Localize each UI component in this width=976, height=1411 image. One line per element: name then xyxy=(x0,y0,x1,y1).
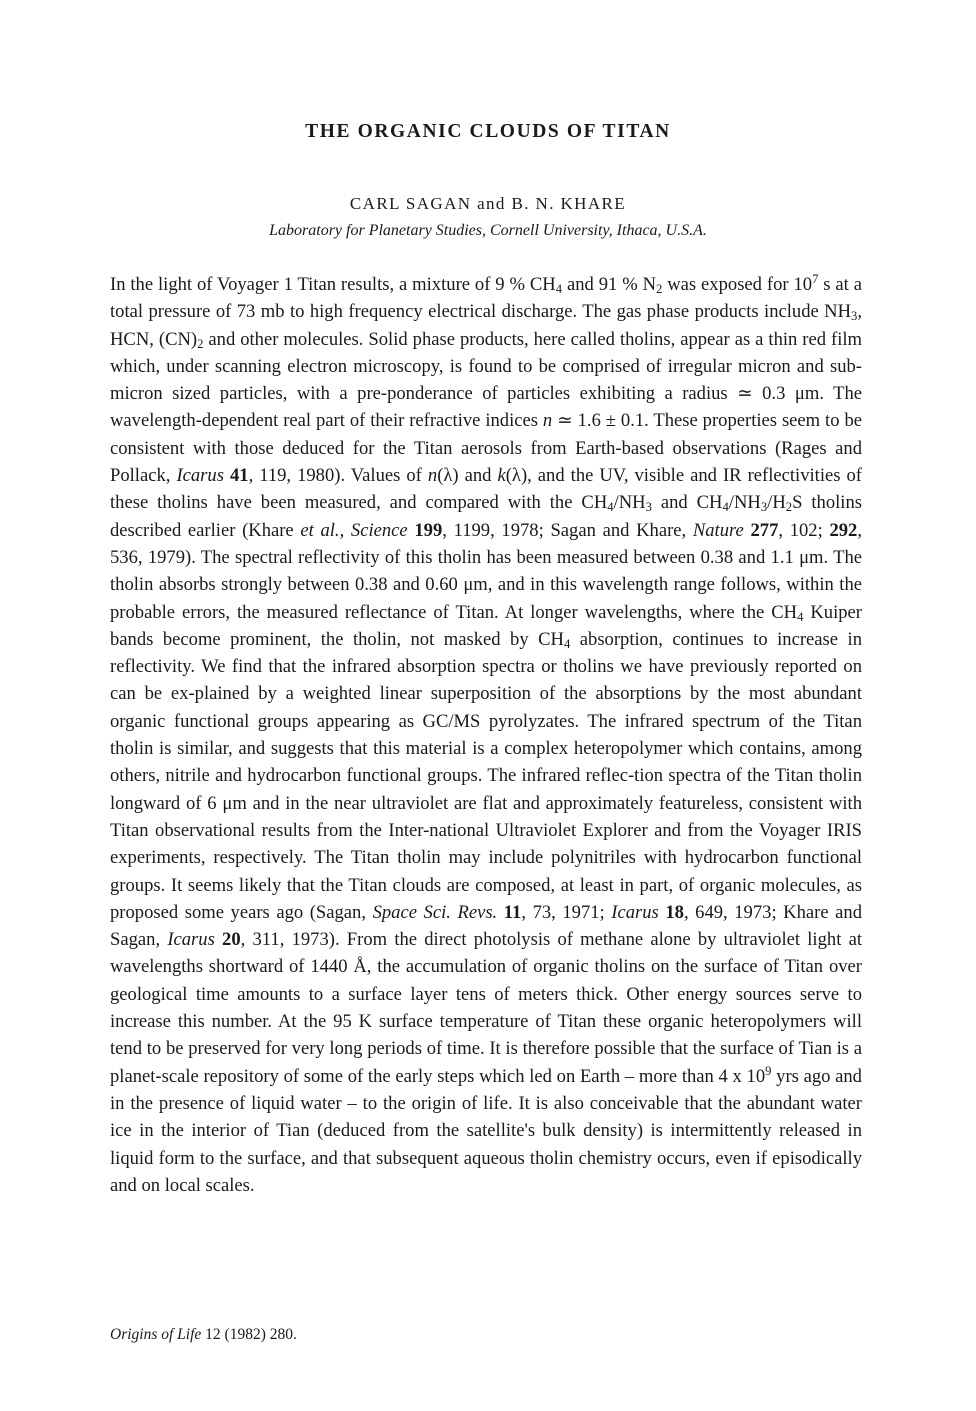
citation-volume: 12 xyxy=(205,1326,221,1343)
citation-footer xyxy=(110,1326,297,1344)
paper-title: THE ORGANIC CLOUDS OF TITAN xyxy=(305,121,671,142)
citation-journal: Origins of Life xyxy=(110,1326,202,1343)
abstract-text xyxy=(110,271,862,1199)
author-line: CARL SAGAN and B. N. KHARE xyxy=(349,194,627,213)
citation-details: (1982) 280. xyxy=(224,1326,297,1343)
abstract-paragraph: In the light of Voyager 1 Titan results, a mixture of 9 % $CH_4$ and 91 % $N_2$ was exposed for $10^7$ s at a total pressure of 73 mb to high frequency electrical discharge. The gas phase products include $NH_3$, HCN, $(CN)_2$ and other molecules. Solid phase products, here called tholins, appear as a thin red film which, under scanning electron microscopy, is found to be comprised of irregular micron and sub-micron sized particles, with a pre-ponderance of particles exhibiting a radius ≃ 0.3 μm. The wavelength-dependent real part of their refractive indices n ≃ 1.6 ± 0.1. These properties seem to be consistent with those deduced for the Titan aerosols from Earth-based observations (Rages and Pollack, Icarus 41, 119, 1980). Values of n(λ) and k(λ), and the UV, visible and IR reflectivities of these tholins have been measured, and compared with the $CH_4/NH_3$ and $CH_4/NH_3/H_2S$ tholins described earlier (Khare et al., Science 199, 1199, 1978; Sagan and Khare, Nature 277, 102; 292, 536, 1979). The spectral reflectivity of this tholin has been measured between 0.38 and 1.1 μm. The tholin absorbs strongly between 0.38 and 0.60 μm, and in this wavelength range follows, within the probable errors, the measured reflectance of Titan. At longer wavelengths, where the $CH_4$ Kuiper bands become prominent, the tholin, not masked by $CH_4$ absorption, continues to increase in reflectivity. We find that the infrared absorption spectra or tholins we have previously reported on can be ex-plained by a weighted linear superposition of the absorptions by the most abundant organic functional groups appearing as GC/MS pyrolyzates. The infrared spectrum of the Titan tholin is similar, and suggests that this material is a complex heteropolymer which contains, among others, nitrile and hydrocarbon functional groups. The infrared reflec-tion spectra of the Titan tholin longward of 6 μm and in the near ultraviolet are flat and approximately featureless, consistent with Titan observational results from the Inter-national Ultraviolet Explorer and from the Voyager IRIS experiments, respectively. The Titan tholin may include polynitriles with hydrocarbon functional groups. It seems likely that the Titan clouds are composed, at least in part, of organic molecules, as proposed some years ago (Sagan, Space Sci. Revs. 11, 73, 1971; Icarus 18, 649, 1973; Khare and Sagan, Icarus 20, 311, 1973). From the direct photolysis of methane alone by ultraviolet light at wavelengths shortward of 1440 Å, the accumulation of organic tholins on the surface of Titan over geological time amounts to a surface layer tens of meters thick. Other energy sources serve to increase this number. At the 95 K surface temperature of Titan these organic heteropolymers will tend to be preserved for very long periods of time. It is therefore possible that the surface of Tian is a planet-scale repository of some of the early steps which led on Earth – more than 4 x $10^9$ yrs ago and in the presence of liquid water – to the origin of life. It is also conceivable that the abundant water ice in the interior of Tian (deduced from the satellite's bulk density) is intermittently released in liquid form to the surface, and that subsequent aqueous tholin chemistry occurs, even if episodically and on local scales. xyxy=(110,272,863,1196)
affiliation-line: Laboratory for Planetary Studies, Cornell University, Ithaca, U.S.A. xyxy=(269,222,707,239)
